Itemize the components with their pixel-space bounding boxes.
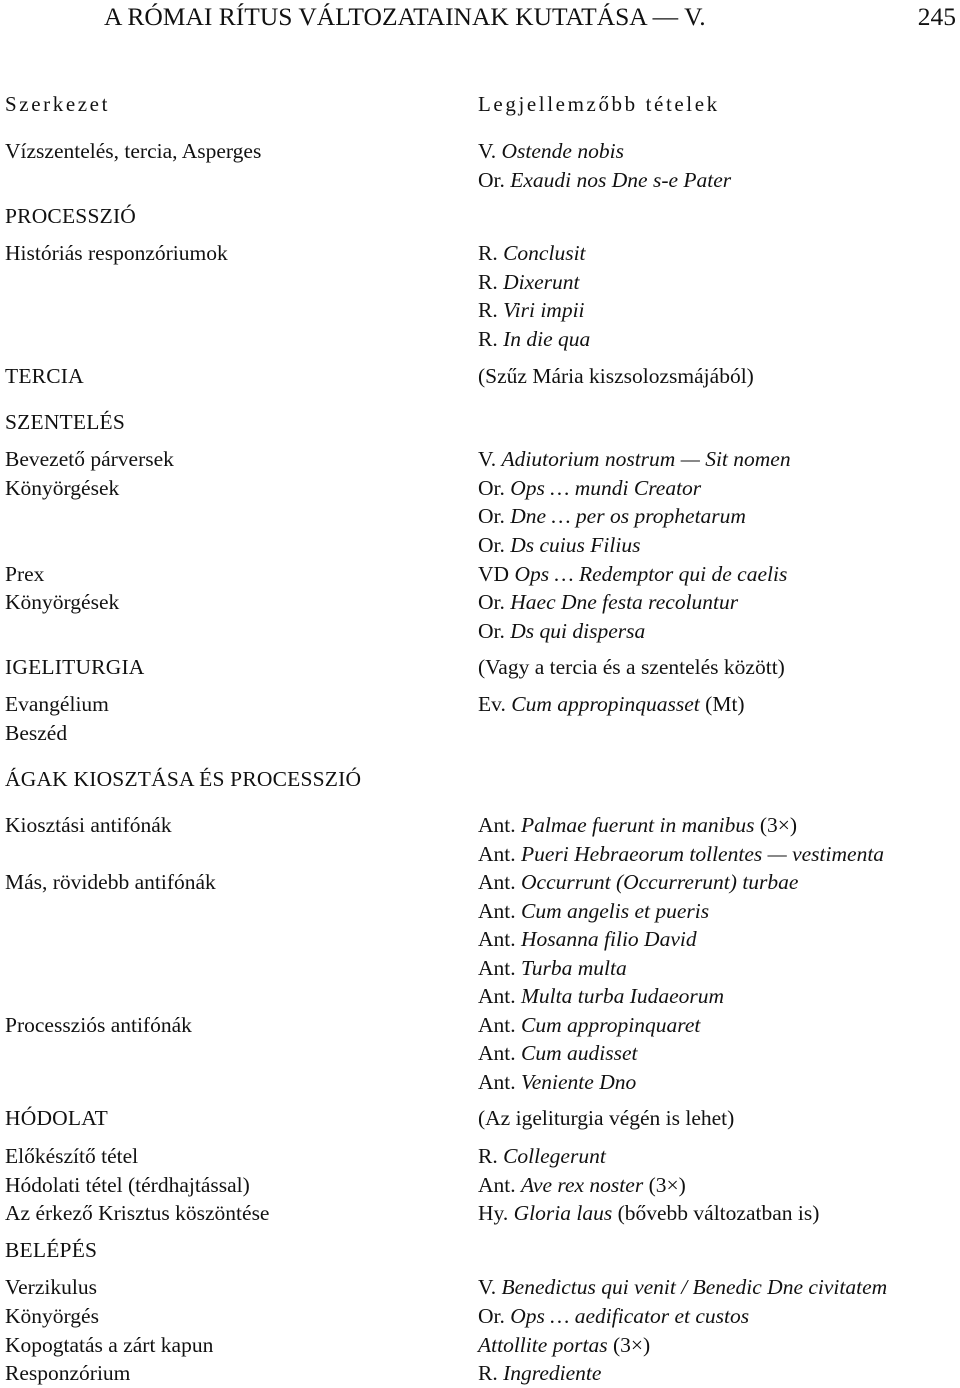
item-line: Or. Ds cuius Filius xyxy=(478,533,641,557)
item-line: Ant. Veniente Dno xyxy=(478,1070,637,1094)
item-line: Or. Dne … per os prophetarum xyxy=(478,504,746,528)
left-line: Bevezető párversek xyxy=(5,447,174,471)
left-line: Más, rövidebb antifónák xyxy=(5,870,216,894)
item-line: Ant. Hosanna filio David xyxy=(478,927,697,951)
section-heading: SZENTELÉS xyxy=(5,410,126,434)
left-line: Beszéd xyxy=(5,721,68,745)
item-line: R. In die qua xyxy=(478,327,591,351)
left-line: Az érkező Krisztus köszöntése xyxy=(5,1201,270,1225)
left-line: Könyörgések xyxy=(5,590,120,614)
left-line: Verzikulus xyxy=(5,1275,97,1299)
page-header xyxy=(104,2,956,32)
item-line: VD Ops … Redemptor qui de caelis xyxy=(478,562,788,586)
left-line: Könyörgések xyxy=(5,476,120,500)
item-line: Ant. Multa turba Iudaeorum xyxy=(478,984,725,1008)
right-column-heading: Legjellemzőbb tételek xyxy=(478,92,720,116)
item-line: Ant. Palmae fuerunt in manibus (3×) xyxy=(478,813,798,837)
item-line: R. Ingrediente xyxy=(478,1361,602,1385)
left-line: Prex xyxy=(5,562,45,586)
item-line: Ant. Cum audisset xyxy=(478,1041,638,1065)
left-line: Hódolati tétel (térdhajtással) xyxy=(5,1173,250,1197)
item-line: Ant. Turba multa xyxy=(478,956,627,980)
left-line: Kiosztási antifónák xyxy=(5,813,172,837)
item-line: Ant. Pueri Hebraeorum tollentes — vestimenta xyxy=(478,842,885,866)
running-title: A RÓMAI RÍTUS VÁLTOZATAINAK KUTATÁSA — V. xyxy=(104,2,706,31)
left-line: Könyörgés xyxy=(5,1304,99,1328)
left-column-heading: Szerkezet xyxy=(5,92,111,116)
left-line: Responzórium xyxy=(5,1361,131,1385)
left-line: Evangélium xyxy=(5,692,109,716)
item-line: Or. Ops … aedificator et custos xyxy=(478,1304,750,1328)
note-line: (Szűz Mária kiszsolozsmájából) xyxy=(478,364,754,388)
section-heading: IGELITURGIA xyxy=(5,655,145,679)
item-line: Or. Exaudi nos Dne s-e Pater xyxy=(478,168,732,192)
item-line: Ant. Ave rex noster (3×) xyxy=(478,1173,686,1197)
section-heading: ÁGAK KIOSZTÁSA ÉS PROCESSZIÓ xyxy=(5,767,362,791)
item-line: V. Benedictus qui venit / Benedic Dne civitatem xyxy=(478,1275,888,1299)
item-line: Ant. Cum appropinquaret xyxy=(478,1013,701,1037)
left-line: Vízszentelés, tercia, Asperges xyxy=(5,139,262,163)
section-heading: PROCESSZIÓ xyxy=(5,204,137,228)
item-line: R. Collegerunt xyxy=(478,1144,606,1168)
page-number: 245 xyxy=(917,2,956,31)
left-line: Előkészítő tétel xyxy=(5,1144,139,1168)
item-line: Or. Ds qui dispersa xyxy=(478,619,646,643)
left-line: Kopogtatás a zárt kapun xyxy=(5,1333,214,1357)
item-line: Or. Ops … mundi Creator xyxy=(478,476,702,500)
item-line: V. Adiutorium nostrum — Sit nomen xyxy=(478,447,791,471)
item-line: Ant. Occurrunt (Occurrerunt) turbae xyxy=(478,870,799,894)
section-heading: TERCIA xyxy=(5,364,84,388)
section-heading: BELÉPÉS xyxy=(5,1238,98,1262)
item-line: Attollite portas (3×) xyxy=(478,1333,651,1357)
item-line: R. Dixerunt xyxy=(478,270,580,294)
section-heading: HÓDOLAT xyxy=(5,1106,108,1130)
note-line: (Az igeliturgia végén is lehet) xyxy=(478,1106,735,1130)
item-line: R. Viri impii xyxy=(478,298,585,322)
item-line: V. Ostende nobis xyxy=(478,139,624,163)
item-line: Ant. Cum angelis et pueris xyxy=(478,899,710,923)
item-line: Hy. Gloria laus (bővebb változatban is) xyxy=(478,1201,820,1225)
item-line: Ev. Cum appropinquasset (Mt) xyxy=(478,692,745,716)
left-line: Históriás responzóriumok xyxy=(5,241,228,265)
left-line: Processziós antifónák xyxy=(5,1013,192,1037)
item-line: Or. Haec Dne festa recoluntur xyxy=(478,590,739,614)
item-line: R. Conclusit xyxy=(478,241,586,265)
note-line: (Vagy a tercia és a szentelés között) xyxy=(478,655,785,679)
